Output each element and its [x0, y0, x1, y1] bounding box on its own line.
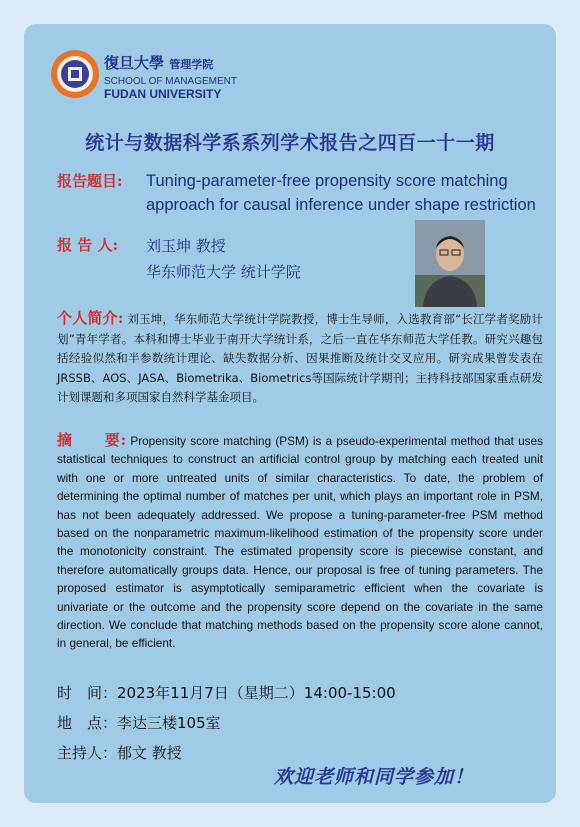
school-en-1: SCHOOL OF MANAGEMENT [104, 76, 237, 87]
speaker-name: 刘玉坤 教授 [146, 237, 226, 255]
school-cn: 復旦大學 [104, 54, 165, 72]
info-host: 主持人：郁文 教授 [57, 744, 182, 762]
welcome-text: 欢迎老师和同学参加！ [274, 766, 475, 788]
topic-label: 报告题目: [57, 172, 123, 190]
info-place: 地 点：李达三楼105室 [57, 714, 221, 732]
bio-text: 刘玉坤，华东师范大学统计学院教授，博士生导师，入选教育部“长江学者奖励计划”青年学者。本科和博士毕业于南开大学统计系，之后一直在华东师范大学任教。研究兴趣包括经验似然和半参数统计理论、缺失数据分析、因果推断及统计交叉应用。研究成果曾发表在JRSSB、AOS、JASA、Biometrika、Biometrics等国际统计学期刊；主持科技部国家重点研发计划课题和多项国家自然科学基金项目。 [57, 312, 543, 404]
school-logo-icon [50, 49, 100, 99]
topic-text [146, 169, 546, 217]
school-cn-sub: 管理学院 [169, 58, 214, 71]
topic-line-2: approach for causal inference under shape restriction [146, 196, 536, 214]
info-time: 时 间：2023年11月7日（星期二）14:00-15:00 [57, 684, 396, 702]
abstract-text: Propensity score matching (PSM) is a pseudo-experimental method that uses statistical techniques to construct an artificial control group by matching each treated unit with one or more untreated units of similar characteristics. To date, the problem of determining the optimal number of matches per unit, which plays an important role in PSM, has not been adequately addressed. We propose a tuning-parameter-free PSM method based on the nonparametric maximum-likelihood estimation of the propensity score under the monotonicity constraint. The estimated propensity score is piecewise constant, and therefore automatically groups data. Hence, our proposal is free of tuning parameters. The proposed estimator is asymptotically semiparametric efficient when the covariate is univariate or the outcome and the propensity score depend on the covariate in the same direction. We conclude that matching methods based on the propensity score alone cannot, in general, be efficient. [57, 434, 543, 651]
school-en-2: FUDAN UNIVERSITY [104, 87, 222, 101]
speaker-info [146, 233, 301, 285]
abstract-section [57, 431, 543, 653]
bio-section [57, 309, 543, 408]
abstract-label: 摘 要: [57, 431, 127, 449]
page-title: 统计与数据科学系系列学术报告之四百一十一期 [85, 132, 495, 154]
school-name [104, 54, 237, 101]
speaker-affiliation: 华东师范大学 统计学院 [146, 263, 301, 281]
poster-card [24, 24, 556, 803]
speaker-label: 报 告 人: [57, 236, 118, 254]
speaker-photo [415, 220, 485, 307]
bio-label: 个人简介: [57, 309, 124, 327]
topic-line-1: Tuning-parameter-free propensity score matching [146, 172, 508, 190]
